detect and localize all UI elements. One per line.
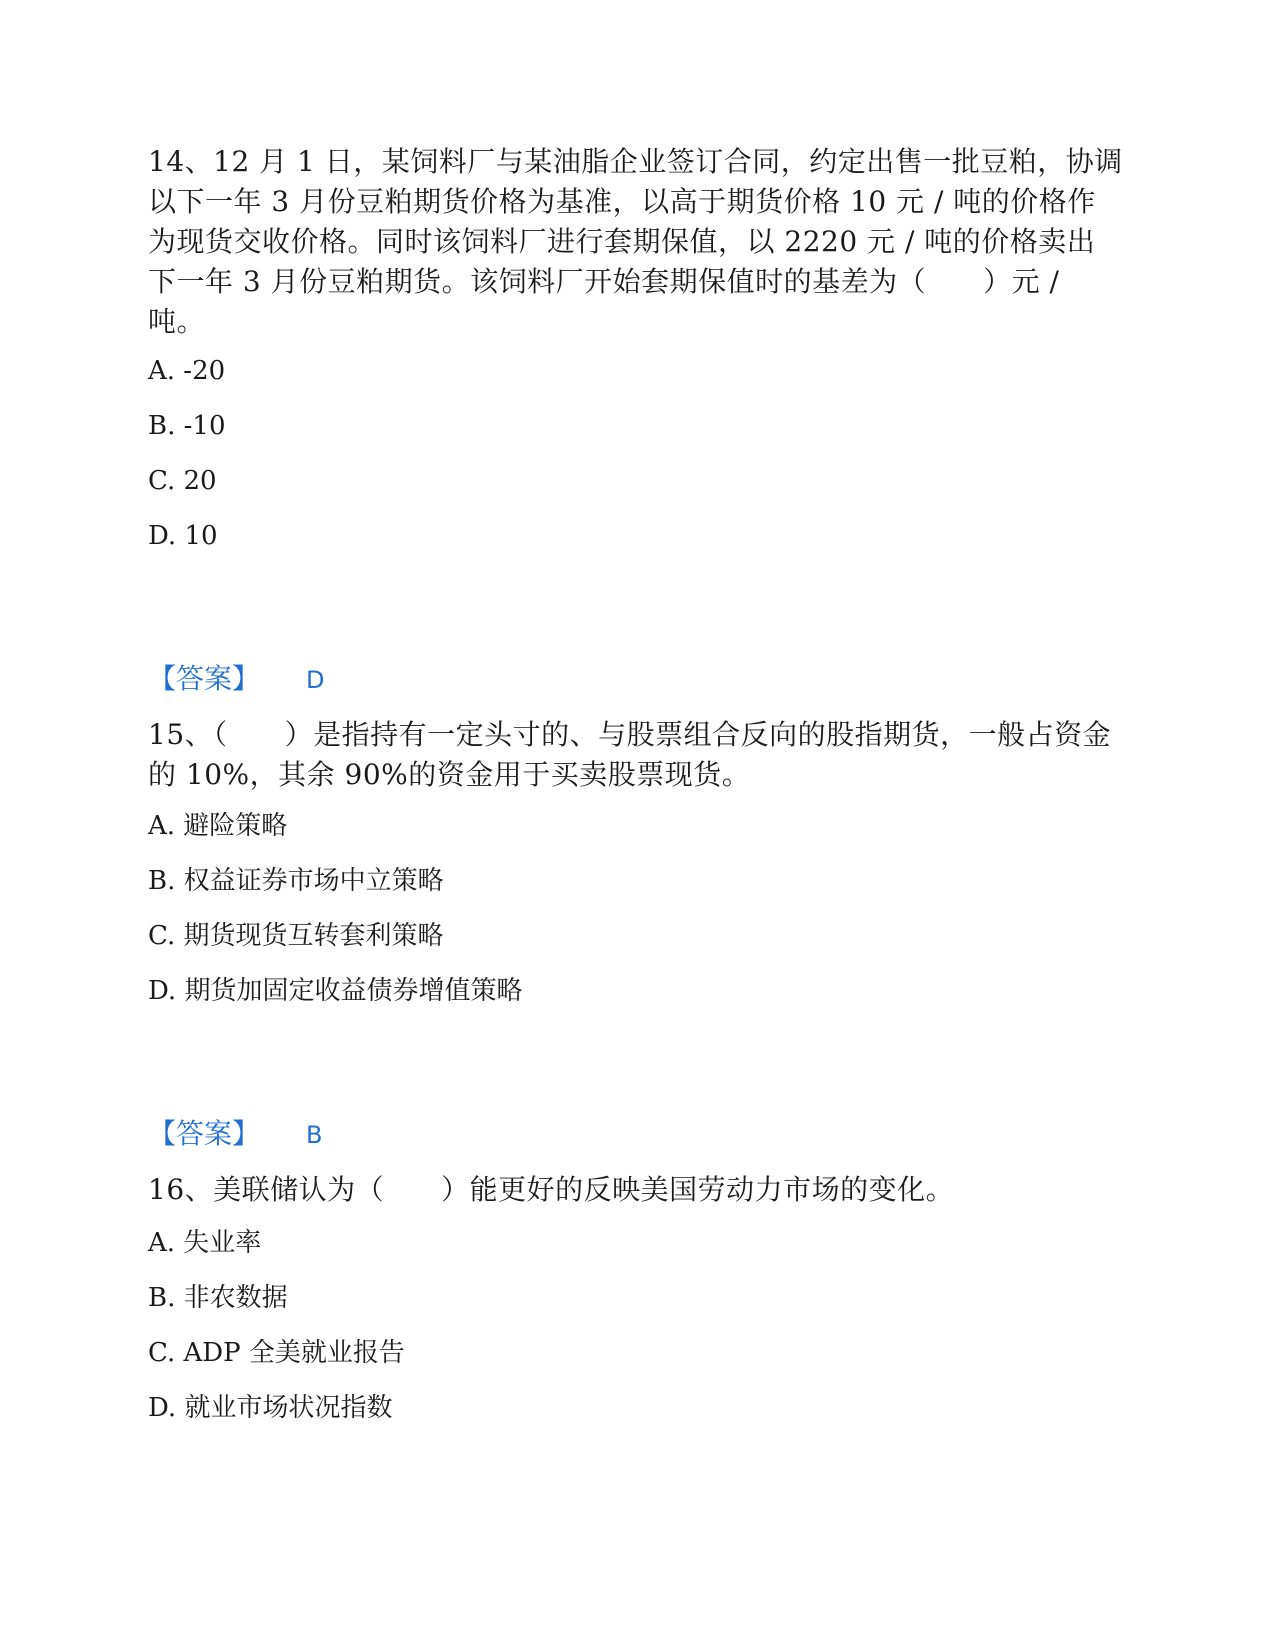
question-14-stem: 14、12 月 1 日，某饲料厂与某油脂企业签订合同，约定出售一批豆粕，协调以下一年 3 月份豆粕期货价格为基准，以高于期货价格 10 元 / 吨的价格作为现货交收价格。同时该饲料厂进行套期保值，以 2220 元 / 吨的价格卖出下一年 3 月份豆粕期货。该饲料厂开始套期保值时的基差为（ ）元 / 吨。 xyxy=(148,145,1123,338)
question-16-stem: 16、美联储认为（ ）能更好的反映美国劳动力市场的变化。 xyxy=(148,1173,955,1206)
answer-label: 【答案】 xyxy=(148,1117,261,1150)
answer-value: D xyxy=(306,666,325,694)
question-14-option-a: A. -20 xyxy=(148,356,226,386)
answer-label: 【答案】 xyxy=(148,662,261,695)
question-14-answer xyxy=(148,661,325,698)
question-16-option-c: C. ADP 全美就业报告 xyxy=(148,1338,405,1368)
question-16-option-d: D. 就业市场状况指数 xyxy=(148,1393,393,1423)
question-15-option-a: A. 避险策略 xyxy=(148,811,288,841)
question-14-option-c: C. 20 xyxy=(148,466,217,496)
question-14-option-d: D. 10 xyxy=(148,521,218,551)
question-15-option-b: B. 权益证券市场中立策略 xyxy=(148,866,444,896)
question-15-answer xyxy=(148,1116,322,1153)
question-14-option-b: B. -10 xyxy=(148,411,226,441)
question-15-option-d: D. 期货加固定收益债券增值策略 xyxy=(148,976,523,1006)
question-16-option-b: B. 非农数据 xyxy=(148,1283,288,1313)
question-16-option-a: A. 失业率 xyxy=(148,1228,262,1258)
question-15-stem: 15、（ ）是指持有一定头寸的、与股票组合反向的股指期货，一般占资金的 10%，其余 90%的资金用于买卖股票现货。 xyxy=(148,718,1112,791)
answer-value: B xyxy=(306,1121,323,1149)
question-15-option-c: C. 期货现货互转套利策略 xyxy=(148,921,444,951)
